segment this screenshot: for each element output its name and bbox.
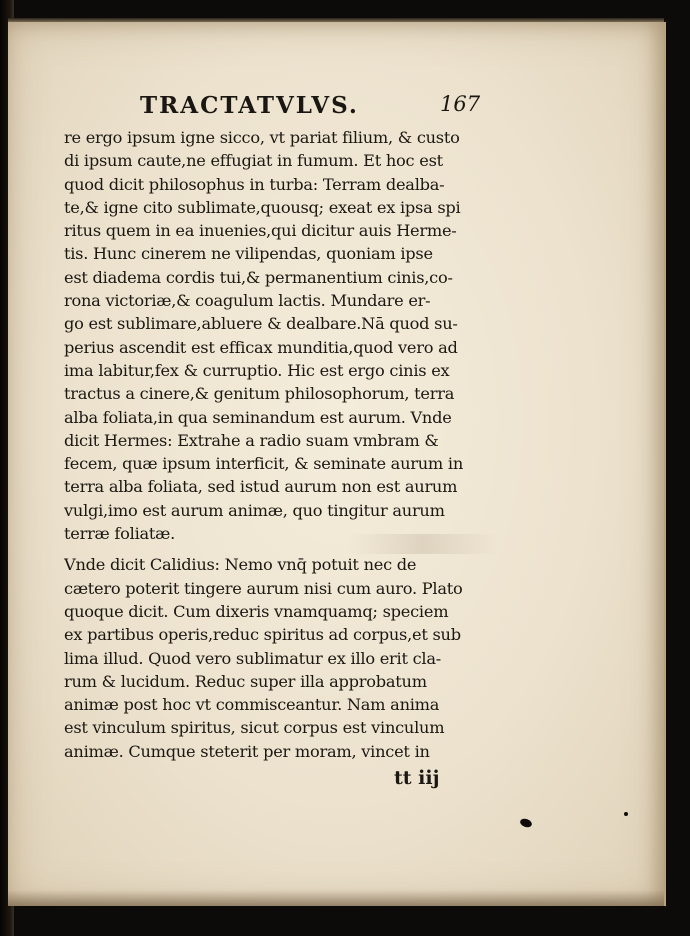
- text-line: ritus quem in ea inuenies,qui dicitur auis Herme-: [64, 221, 457, 241]
- text-line: quod dicit philosophus in turba: Terram dealba-: [64, 174, 445, 194]
- text-line: est vinculum spiritus, sicut corpus est vinculum: [64, 718, 445, 738]
- ink-spot: [624, 812, 628, 816]
- text-line: di ipsum caute,ne effugiat in fumum. Et hoc est: [64, 151, 443, 171]
- text-line: tis. Hunc cinerem ne vilipendas, quoniam ipse: [64, 244, 433, 264]
- text-line: tractus a cinere,& genitum philosophorum, terra: [64, 384, 455, 404]
- text-line: dicit Hermes: Extrahe a radio suam vmbram &: [64, 430, 439, 450]
- text-line: fecem, quæ ipsum interficit, & seminate aurum in: [64, 454, 464, 474]
- text-line: ima labitur,fex & curruptio. Hic est ergo cinis ex: [64, 360, 450, 380]
- text-line: vulgi,imo est aurum animæ, quo tingitur aurum: [64, 500, 445, 520]
- text-line: terræ foliatæ.: [64, 524, 176, 544]
- ink-spot: [519, 817, 533, 829]
- text-line: rum & lucidum. Reduc super illa approbatum: [64, 671, 427, 691]
- text-line: alba foliata,in qua seminandum est aurum. Vnde: [64, 407, 452, 427]
- text-line: animæ. Cumque steterit per moram, vincet in: [64, 741, 430, 761]
- text-line: rona victoriæ,& coagulum lactis. Mundare er-: [64, 291, 431, 311]
- text-line: perius ascendit est efficax munditia,quod vero ad: [64, 337, 458, 357]
- text-line: animæ post hoc vt commisceantur. Nam anima: [64, 695, 440, 715]
- text-line: cætero poterit tingere aurum nisi cum auro. Plato: [64, 578, 463, 598]
- text-line: quoque dicit. Cum dixeris vnamquamq; speciem: [64, 601, 449, 621]
- text-line: terra alba foliata, sed istud aurum non est aurum: [64, 477, 458, 497]
- text-line: Vnde dicit Calidius: Nemo vnq̄ potuit nec de: [64, 555, 417, 575]
- text-line: go est sublimare,abluere & dealbare.Nā quod su-: [64, 314, 458, 334]
- text-line: ex partibus operis,reduc spiritus ad corpus,et sub: [64, 625, 461, 645]
- text-line: est diadema cordis tui,& permanentium cinis,co-: [64, 267, 453, 287]
- page-bottom-shadow: [8, 890, 664, 906]
- book-page: [8, 22, 666, 906]
- text-line: te,& igne cito sublimate,quousq; exeat ex ipsa spi: [64, 197, 461, 217]
- main-text: [64, 126, 494, 763]
- running-head: TRACTATVLVS.: [140, 92, 359, 119]
- show-through-ink: [348, 534, 498, 554]
- text-line: lima illud. Quod vero sublimatur ex illo erit cla-: [64, 648, 441, 668]
- folio-number: 167: [440, 92, 481, 116]
- page-header: [8, 92, 664, 122]
- text-line: re ergo ipsum igne sicco, vt pariat filium, & custo: [64, 128, 460, 147]
- signature-mark: tt iij: [394, 767, 440, 789]
